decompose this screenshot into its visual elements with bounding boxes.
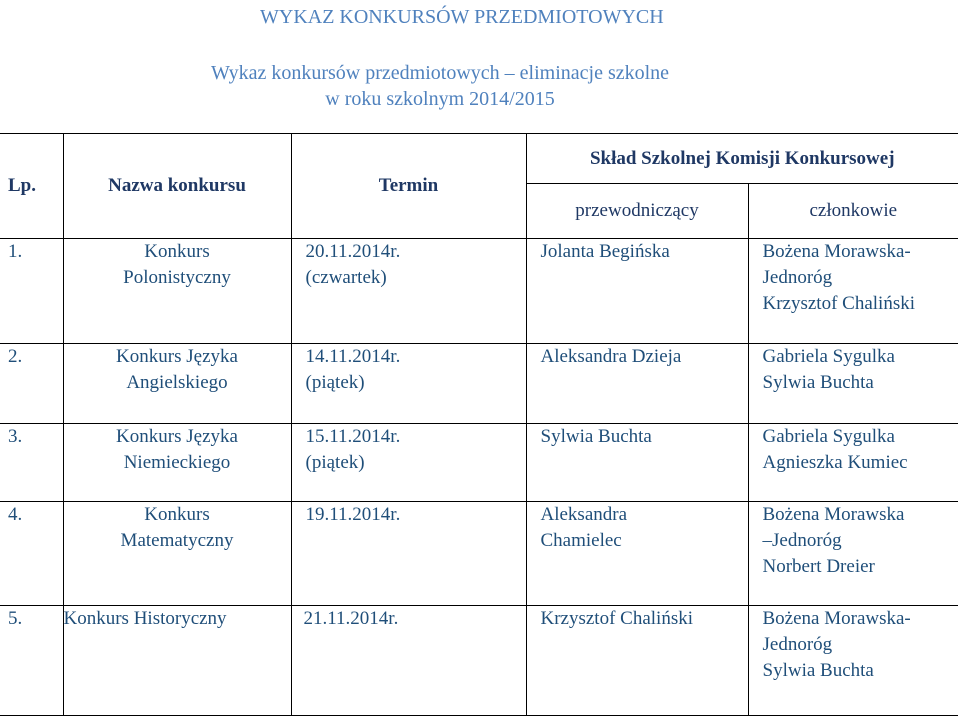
cell-chair	[526, 606, 748, 716]
cell-chair-line: Aleksandra Dzieja	[540, 346, 682, 367]
cell-date	[291, 502, 526, 606]
cell-date-line: 21.11.2014r.	[303, 608, 399, 629]
cell-date	[291, 239, 526, 344]
subtitle-line-1: Wykaz konkursów przedmiotowych – eliminacje szkolne	[210, 62, 670, 84]
cell-member-line: Agnieszka Kumiec	[762, 452, 908, 473]
table-row	[0, 502, 958, 606]
cell-name	[63, 424, 291, 502]
document-title: WYKAZ KONKURSÓW PRZEDMIOTOWYCH	[260, 6, 664, 28]
cell-name-line: Matematyczny	[120, 530, 234, 551]
cell-member-line: Krzysztof Chaliński	[762, 293, 916, 314]
cell-date-line: (piątek)	[305, 372, 365, 393]
cell-date-line: (piątek)	[305, 452, 365, 473]
table-row	[0, 606, 958, 716]
cell-member-line: Gabriela Sygulka	[762, 346, 895, 367]
cell-date	[291, 424, 526, 502]
cell-name-line: Niemieckiego	[123, 452, 231, 473]
cell-member-line: Jednoróg	[762, 267, 833, 288]
header-chair: przewodniczący	[526, 184, 748, 239]
cell-name-line: Angielskiego	[126, 372, 228, 393]
cell-name	[63, 606, 291, 716]
cell-chair-line: Chamielec	[540, 530, 622, 551]
cell-name-line: Konkurs	[144, 241, 210, 262]
cell-members	[748, 502, 958, 606]
cell-member-line: Norbert Dreier	[762, 556, 875, 577]
cell-name-line: Konkurs Historyczny	[63, 608, 227, 629]
competitions-table	[0, 133, 958, 716]
table-row	[0, 424, 958, 502]
cell-date-line: (czwartek)	[305, 267, 387, 288]
cell-date	[291, 606, 526, 716]
cell-members	[748, 239, 958, 344]
cell-lp: 4.	[0, 502, 63, 606]
cell-chair	[526, 344, 748, 424]
cell-member-line: Sylwia Buchta	[762, 372, 874, 393]
header-lp: Lp.	[0, 134, 63, 239]
header-date: Termin	[291, 134, 526, 239]
header-committee: Skład Szkolnej Komisji Konkursowej	[526, 134, 958, 184]
cell-member-line: Sylwia Buchta	[762, 660, 874, 681]
header-members: członkowie	[748, 184, 958, 239]
cell-lp: 3.	[0, 424, 63, 502]
cell-members	[748, 606, 958, 716]
cell-name-line: Polonistyczny	[123, 267, 231, 288]
cell-member-line: Jednoróg	[762, 634, 833, 655]
cell-chair-line: Krzysztof Chaliński	[540, 608, 694, 629]
cell-date	[291, 344, 526, 424]
cell-name-line: Konkurs	[144, 504, 210, 525]
cell-chair	[526, 424, 748, 502]
cell-date-line: 15.11.2014r.	[305, 426, 401, 447]
cell-name-line: Konkurs Języka	[116, 426, 238, 447]
cell-name	[63, 344, 291, 424]
cell-chair-line: Jolanta Begińska	[540, 241, 670, 262]
cell-member-line: Gabriela Sygulka	[762, 426, 895, 447]
cell-date-line: 19.11.2014r.	[305, 504, 401, 525]
cell-chair-line: Sylwia Buchta	[540, 426, 652, 447]
cell-chair	[526, 239, 748, 344]
table-row	[0, 239, 958, 344]
document-subtitle	[0, 60, 880, 112]
cell-member-line: Bożena Morawska	[762, 504, 905, 525]
cell-date-line: 14.11.2014r.	[305, 346, 401, 367]
cell-members	[748, 344, 958, 424]
cell-name-line: Konkurs Języka	[116, 346, 238, 367]
cell-lp: 1.	[0, 239, 63, 344]
cell-chair-line: Aleksandra	[540, 504, 628, 525]
cell-members	[748, 424, 958, 502]
header-name: Nazwa konkursu	[63, 134, 291, 239]
table-row	[0, 344, 958, 424]
cell-member-line: Bożena Morawska-	[762, 608, 911, 629]
cell-member-line: –Jednoróg	[762, 530, 842, 551]
cell-date-line: 20.11.2014r.	[305, 241, 401, 262]
cell-name	[63, 502, 291, 606]
subtitle-line-2: w roku szkolnym 2014/2015	[325, 88, 555, 110]
cell-lp: 5.	[0, 606, 63, 716]
cell-lp: 2.	[0, 344, 63, 424]
cell-name	[63, 239, 291, 344]
cell-member-line: Bożena Morawska-	[762, 241, 911, 262]
cell-chair	[526, 502, 748, 606]
